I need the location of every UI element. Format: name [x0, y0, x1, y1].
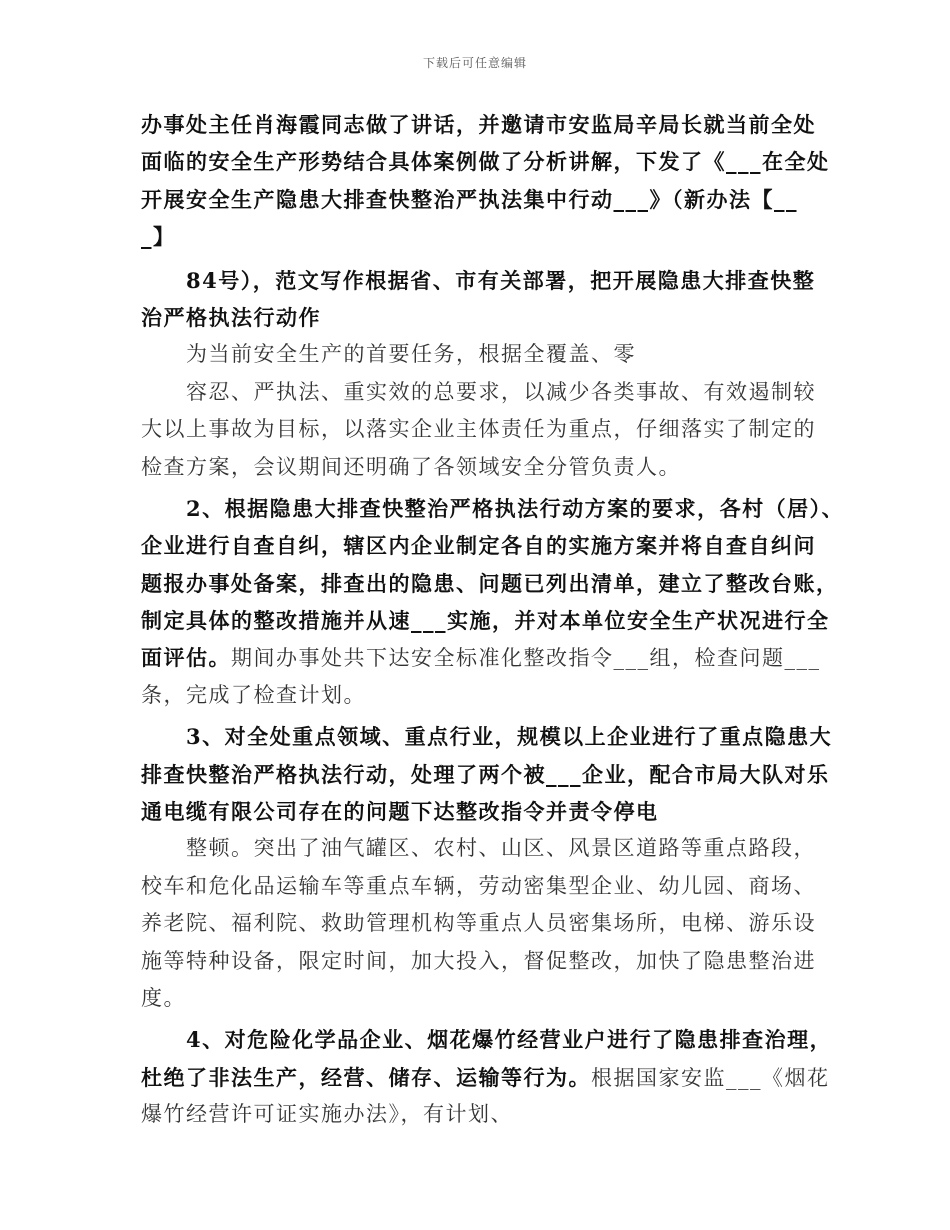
text-line: 容忍、严执法、重实效的总要求，以减少各类事故、有效遏制较 — [186, 379, 816, 404]
text-line: 84号），范文写作根据省、市有关部署，把开展隐患大排查快整 — [186, 267, 816, 293]
text-line: 4、对危险化学品企业、烟花爆竹经营业户进行了隐患排查治理， — [186, 1027, 833, 1053]
text-line: 2、根据隐患大排查快整治严格执法行动方案的要求，各村（居）、 — [186, 495, 845, 521]
text-line: 制定具体的整改措施并从速___实施，并对本单位安全生产状况进行全 — [141, 608, 830, 634]
text-line-mixed — [141, 1059, 830, 1096]
text-line: 办事处主任肖海霞同志做了讲话，并邀请市安监局辛局长就当前全处 — [141, 112, 816, 137]
text-line: 排查快整治严格执法行动，处理了两个被___企业，配合市局大队对乐 — [141, 761, 830, 787]
text-line: 治严格执法行动作 — [141, 304, 321, 330]
text-line-mixed — [141, 639, 821, 676]
paragraph-requirements — [141, 374, 816, 486]
text-bold-run: 杜绝了非法生产，经营、储存、运输等行为。 — [141, 1064, 591, 1090]
text-line: 企业进行自查自纠，辖区内企业制定各自的实施方案并将自查自纠问 — [141, 533, 816, 559]
text-line: 为当前安全生产的首要任务，根据全覆盖、零 — [186, 342, 636, 367]
text-line: 3、对全处重点领域、重点行业，规模以上企业进行了重点隐患大 — [186, 724, 833, 750]
text-line: _】 — [141, 224, 176, 250]
text-line: 检查方案，会议期间还明确了各领域安全分管负责人。 — [141, 454, 681, 479]
text-line: 条，完成了检查计划。 — [141, 682, 366, 707]
text-bold-run: 面评估。 — [141, 645, 231, 671]
paragraph-rectification — [141, 830, 816, 1017]
text-line: 题报办事处备案，排查出的隐患、问题已列出清单，建立了整改台账， — [141, 570, 839, 596]
text-line: 整顿。突出了油气罐区、农村、山区、风景区道路等重点路段， — [186, 836, 816, 861]
text-line: 大以上事故为目标，以落实企业主体责任为重点，仔细落实了制定的 — [141, 417, 816, 442]
page-header: 下载后可任意编辑 — [422, 56, 527, 70]
text-line: 养老院、福利院、救助管理机构等重点人员密集场所，电梯、游乐设 — [141, 911, 816, 936]
text-line: 面临的安全生产形势结合具体案例做了分析讲解，下发了《___在全处 — [141, 149, 830, 175]
text-line: 校车和危化品运输车等重点车辆，劳动密集型企业、幼儿园、商场、 — [141, 873, 816, 898]
document-body — [141, 106, 845, 1134]
paragraph-item-4 — [141, 1021, 833, 1133]
paragraph-intro — [141, 106, 830, 256]
text-normal-run: 期间办事处共下达安全标准化整改指令___组，检查问题___ — [231, 646, 821, 671]
text-line: 施等特种设备，限定时间，加大投入，督促整改，加快了隐患整治进 — [141, 948, 816, 973]
paragraph-item-3 — [141, 718, 833, 830]
text-line: 开展安全生产隐患大排查快整治严执法集中行动___》（新办法【__ — [141, 186, 798, 212]
paragraph-priority — [141, 336, 813, 373]
text-normal-run: 根据国家安监___《烟花 — [591, 1065, 830, 1090]
paragraph-task — [141, 262, 816, 337]
paragraph-item-2 — [141, 490, 845, 714]
text-line: 爆竹经营许可证实施办法》，有计划、 — [141, 1102, 513, 1127]
text-line: 通电缆有限公司存在的问题下达整改指令并责令停电 — [141, 799, 659, 825]
text-line: 度。 — [141, 985, 186, 1010]
